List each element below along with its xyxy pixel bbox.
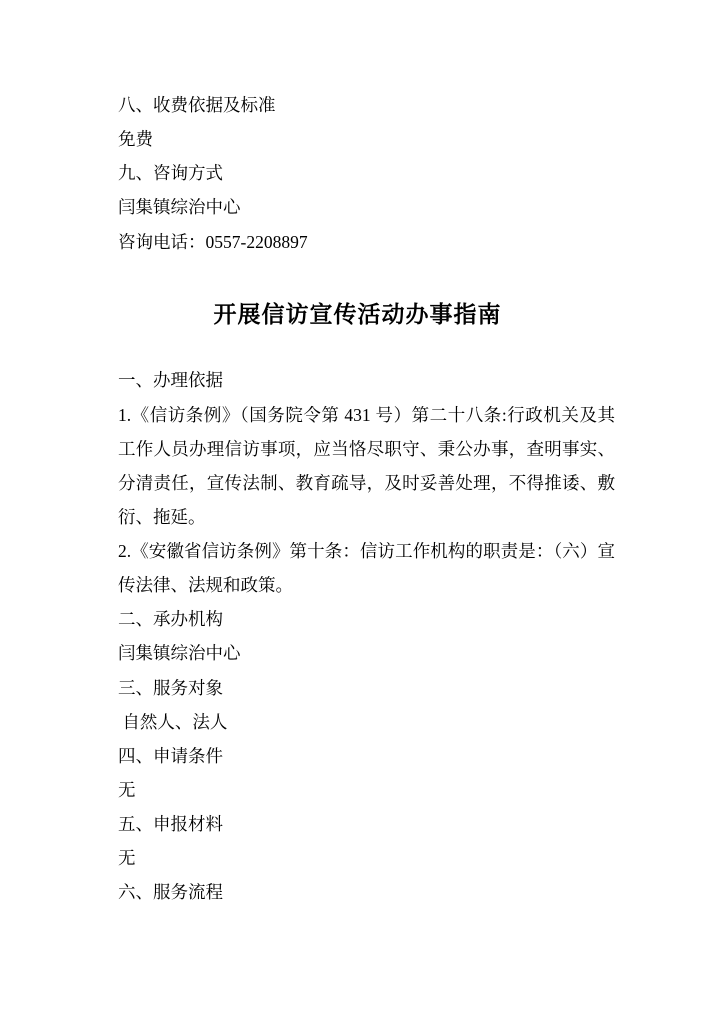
fee-standard-value: 免费 xyxy=(118,129,153,150)
heading-section-five: 五、申报材料 xyxy=(118,814,223,835)
consult-organization: 闫集镇综治中心 xyxy=(118,197,241,218)
heading-section-eight: 八、收费依据及标准 xyxy=(118,95,276,115)
heading-section-six: 六、服务流程 xyxy=(118,882,223,903)
section-three-service-target: 自然人、法人 xyxy=(118,711,228,732)
section-one-paragraph-1: 1.《信访条例》（国务院令第 431 号）第二十八条:行政机关及其工作人员办理信访事项，应当恪尽职守、秉公办事，查明事实、分清责任，宣传法制、教育疏导，及时妥善处理，不得推诿、敷衍、拖延。 xyxy=(118,404,615,527)
document-body xyxy=(100,88,615,909)
heading-section-nine: 九、咨询方式 xyxy=(118,163,223,184)
heading-section-one: 一、办理依据 xyxy=(118,370,223,391)
heading-section-four: 四、申请条件 xyxy=(118,745,223,766)
title-spacer-above xyxy=(100,259,615,293)
heading-section-three: 三、服务对象 xyxy=(118,677,223,698)
consult-phone: 咨询电话：0557-2208897 xyxy=(118,231,308,252)
title-spacer-below xyxy=(100,337,615,363)
page-title: 开展信访宣传活动办事指南 xyxy=(213,301,502,327)
section-two-organization: 闫集镇综治中心 xyxy=(118,643,241,664)
section-five-materials: 无 xyxy=(118,848,136,869)
section-four-conditions: 无 xyxy=(118,779,136,800)
heading-section-two: 二、承办机构 xyxy=(118,609,223,630)
section-one-paragraph-2: 2.《安徽省信访条例》第十条：信访工作机构的职责是：（六）宣传法律、法规和政策。 xyxy=(118,541,615,596)
